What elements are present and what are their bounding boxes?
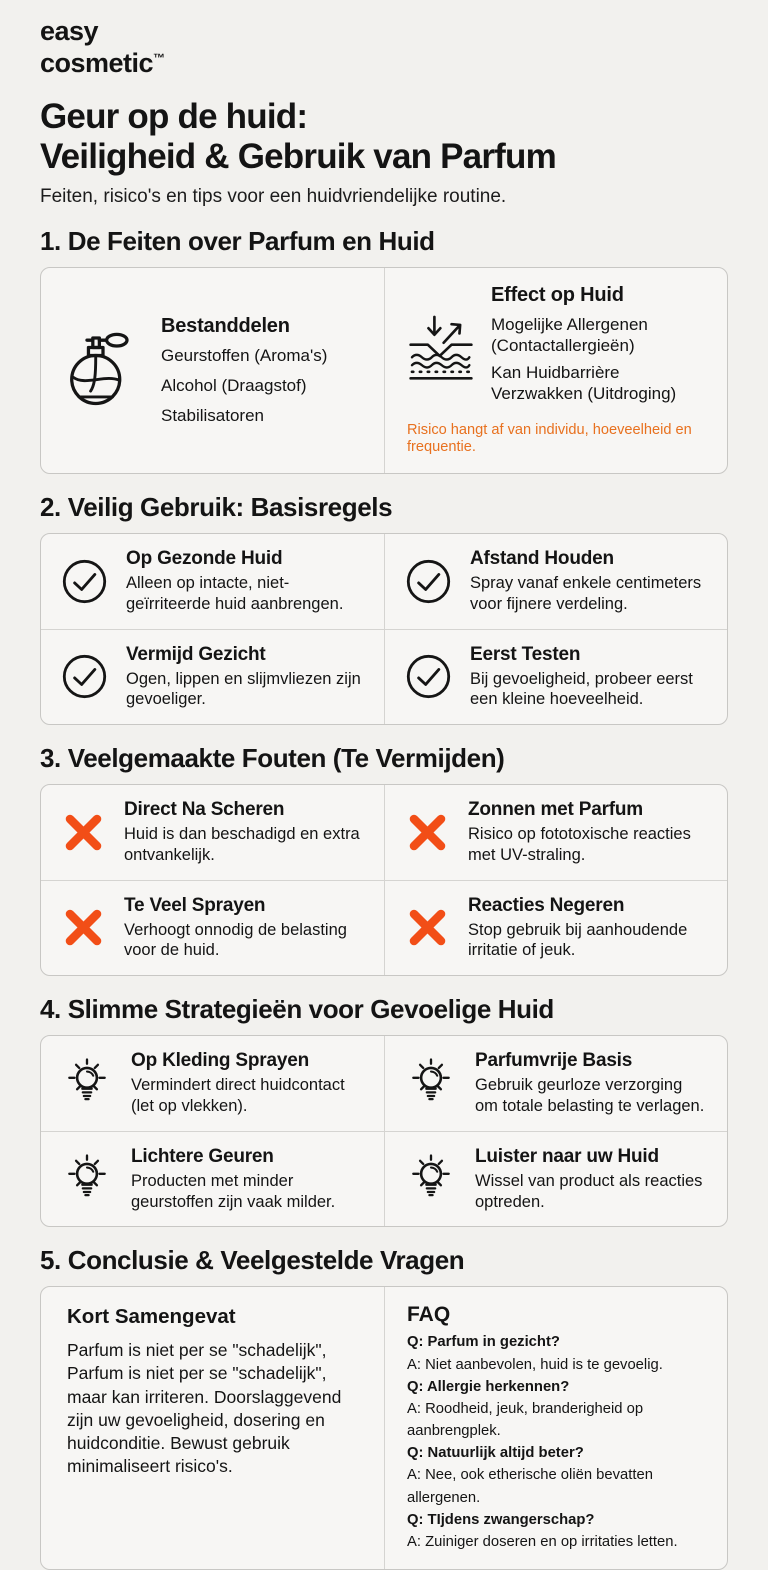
rule-body: Bij gevoeligheid, probeer eerst een kleine hoeveelheid. [470,669,693,709]
summary-text [67,1339,358,1478]
rule-title: Eerst Testen [470,643,581,665]
trademark-symbol: ™ [153,51,166,65]
facts-card [40,267,728,474]
section-safe-use [40,492,728,725]
summary-title: Kort Samengevat [67,1305,236,1329]
list-item: Kan Huidbarrière Verzwakken (Uitdroging) [491,363,677,404]
check-circle-icon [61,653,108,700]
section-facts-heading: 1. De Feiten over Parfum en Huid [40,226,435,256]
list-item: Alcohol (Draagstof) [161,375,307,395]
skin-effect-row [407,284,705,412]
faq-cell [384,1287,727,1569]
rule-title: Afstand Houden [470,547,614,569]
page-subtitle: Feiten, risico's en tips voor een huidvriendelijke routine. [40,186,507,207]
strategy-body: Gebruik geurloze verzorging om totale belasting te verlagen. [475,1076,705,1115]
lightbulb-icon [61,1055,113,1111]
mistake-body: Stop gebruik bij aanhoudende irritatie of jeuk. [468,920,688,960]
mistake-title: Reacties Negeren [468,894,625,916]
skin-effect-title: Effect op Huid [491,284,624,306]
rule-cell [384,629,727,725]
faq-answer: A: Roodheid, jeuk, branderigheid op aanbrengplek. [407,1400,644,1440]
brand-logo-line2: cosmetic™ [40,48,166,78]
skin-effect-cell [384,268,727,473]
faq-answer: A: Niet aanbevolen, huid is te gevoelig. [407,1356,663,1373]
faq-title: FAQ [407,1303,451,1327]
mistake-cell [384,785,727,880]
faq-answer: A: Zuiniger doseren en op irritaties letten. [407,1534,678,1550]
strategy-cell [384,1036,727,1131]
section-mistakes [40,743,728,976]
check-circle-icon [405,653,452,700]
risk-note: Risico hangt af van individu, hoeveelheid en frequentie. [407,421,692,456]
strategy-body: Vermindert direct huidcontact (let op vlekken). [131,1076,345,1115]
x-mark-icon [61,810,106,855]
x-mark-icon [405,810,450,855]
rule-cell [41,534,384,629]
summary-cell [41,1287,384,1569]
page-title [40,97,728,177]
strategies-card [40,1035,728,1227]
list-item: Stabilisatoren [161,405,265,425]
ingredients-list [161,346,327,426]
faq-question: Q: TIjdens zwangerschap? [407,1511,595,1528]
strategy-title: Luister naar uw Huid [475,1145,659,1167]
mistake-cell [384,880,727,976]
perfume-bottle-icon [63,331,143,409]
rule-body: Spray vanaf enkele centimeters voor fijnere verdeling. [470,573,702,613]
brand-logo-line1: easy [40,16,99,46]
rule-title: Vermijd Gezicht [126,643,266,665]
mistakes-card [40,784,728,976]
summary-line1: Parfum is niet per se "schadelijk", [67,1340,327,1361]
page-title-line1: Geur op de huid: [40,97,308,136]
strategy-cell [41,1131,384,1227]
safe-use-card [40,533,728,725]
section-conclusion-heading: 5. Conclusie & Veelgestelde Vragen [40,1245,465,1276]
summary-rest: Parfum is niet per se "schadelijk", maar kan irriteren. Doorslaggevend zijn uw gevoeligheid, dosering en huidconditie. Bewust gebruik minimaliseert risico's. [67,1363,342,1476]
rule-body: Ogen, lippen en slijmvliezen zijn gevoeliger. [126,669,361,709]
mistake-title: Direct Na Scheren [124,799,285,821]
section-facts [40,226,728,474]
strategy-body: Wissel van product als reacties optreden. [475,1171,703,1211]
lightbulb-icon [405,1151,457,1207]
ingredients-title: Bestanddelen [161,314,290,337]
lightbulb-icon [61,1151,113,1207]
conclusion-card [40,1286,728,1570]
strategy-title: Op Kleding Sprayen [131,1050,309,1072]
mistake-body: Risico op fototoxische reacties met UV-straling. [468,825,691,864]
check-circle-icon [61,558,108,605]
x-mark-icon [61,905,106,950]
mistake-cell [41,785,384,880]
brand-logo [40,18,728,77]
page-title-line2: Veiligheid & Gebruik van Parfum [40,137,556,176]
lightbulb-icon [405,1055,457,1111]
section-strategies-heading: 4. Slimme Strategieën voor Gevoelige Huid [40,994,554,1025]
strategy-cell [384,1131,727,1227]
mistake-cell [41,880,384,976]
mistake-body: Huid is dan beschadigd en extra ontvankelijk. [124,825,360,864]
skin-absorption-icon [407,315,475,381]
faq-list [407,1331,705,1553]
x-mark-icon [405,905,450,950]
ingredients-text [161,315,327,426]
ingredients-cell [41,268,384,473]
faq-question: Q: Parfum in gezicht? [407,1334,560,1351]
rule-body: Alleen op intacte, niet-geïrriteerde huid aanbrengen. [126,573,344,613]
mistake-body: Verhoogt onnodig de belasting voor de huid. [124,920,347,960]
mistake-title: Te Veel Sprayen [124,894,266,916]
strategy-body: Producten met minder geurstoffen zijn vaak milder. [131,1171,336,1211]
list-item: Geurstoffen (Aroma's) [161,345,328,365]
rule-title: Op Gezonde Huid [126,547,283,569]
skin-effect-list [491,315,705,405]
mistake-title: Zonnen met Parfum [468,799,644,821]
list-item: Mogelijke Allergenen (Contactallergieën) [491,315,648,355]
faq-answer: A: Nee, ook etherische oliën bevatten allergenen. [407,1467,653,1506]
faq-question: Q: Allergie herkennen? [407,1378,570,1395]
rule-cell [384,534,727,629]
check-circle-icon [405,558,452,605]
strategy-cell [41,1036,384,1131]
faq-question: Q: Natuurlijk altijd beter? [407,1445,584,1462]
strategy-title: Lichtere Geuren [131,1145,274,1167]
skin-effect-text [491,284,705,412]
strategy-title: Parfumvrije Basis [475,1050,633,1072]
section-mistakes-heading: 3. Veelgemaakte Fouten (Te Vermijden) [40,743,505,774]
rule-cell [41,629,384,725]
section-safe-use-heading: 2. Veilig Gebruik: Basisregels [40,491,393,522]
section-strategies [40,994,728,1227]
section-conclusion [40,1245,728,1570]
